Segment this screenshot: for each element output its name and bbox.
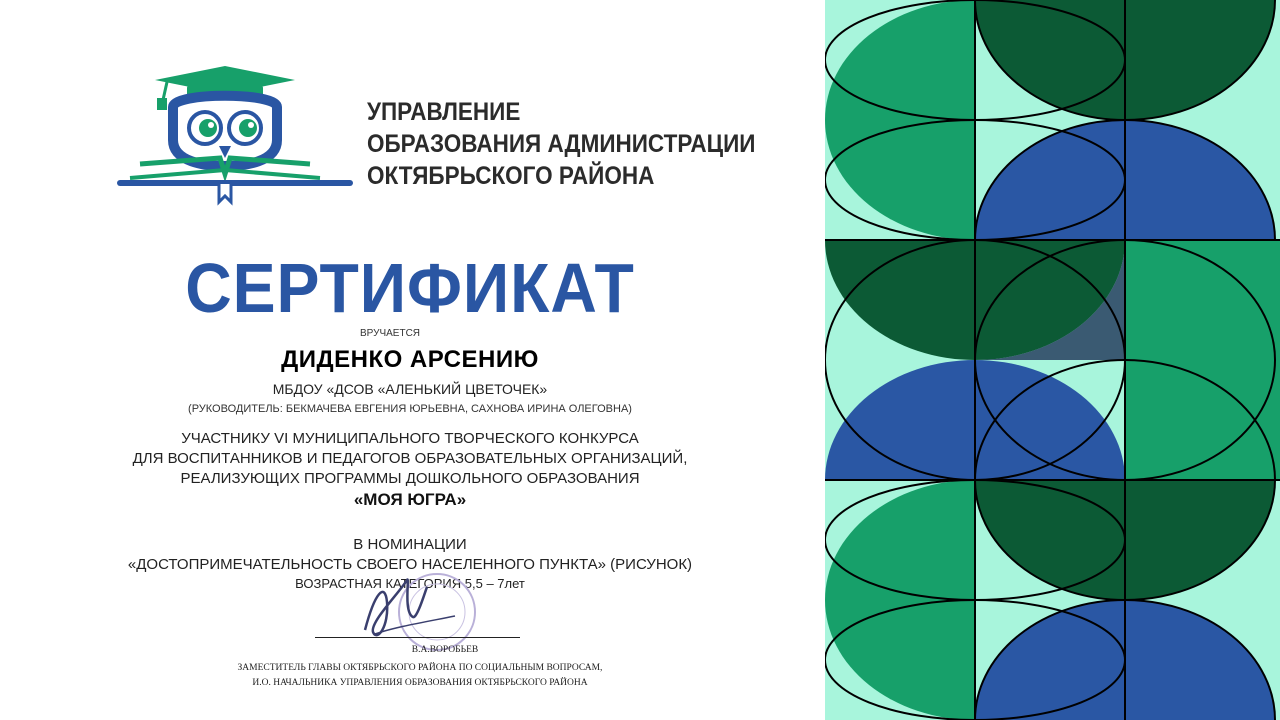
org-name-line3: ОКТЯБРЬСКОГО РАЙОНА xyxy=(367,162,655,190)
signatory-position-line1: ЗАМЕСТИТЕЛЬ ГЛАВЫ ОКТЯБРЬСКОГО РАЙОНА ПО СОЦИАЛЬНЫМ ВОПРОСАМ, xyxy=(237,663,603,673)
nomination-label: В НОМИНАЦИИ xyxy=(353,536,467,553)
signatory-position-line2: И.О. НАЧАЛЬНИКА УПРАВЛЕНИЯ ОБРАЗОВАНИЯ ОКТЯБРЬСКОГО РАЙОНА xyxy=(252,678,588,688)
age-category: ВОЗРАСТНАЯ КАТЕГОРИЯ 5,5 – 7лет xyxy=(295,576,525,591)
signature-line xyxy=(315,637,520,638)
geometric-pattern xyxy=(825,0,1280,720)
supervisors: (РУКОВОДИТЕЛЬ: БЕКМАЧЕВА ЕВГЕНИЯ ЮРЬЕВНА, САХНОВА ИРИНА ОЛЕГОВНА) xyxy=(188,403,632,415)
contest-name: «МОЯ ЮГРА» xyxy=(353,490,467,509)
awarded-label: ВРУЧАЕТСЯ xyxy=(359,328,421,339)
participant-line2: ДЛЯ ВОСПИТАННИКОВ И ПЕДАГОГОВ ОБРАЗОВАТЕЛЬНЫХ ОРГАНИЗАЦИЙ, xyxy=(132,450,688,467)
org-name-line1: УПРАВЛЕНИЕ xyxy=(367,98,521,126)
participant-line1: УЧАСТНИКУ VI МУНИЦИПАЛЬНОГО ТВОРЧЕСКОГО КОНКУРСА xyxy=(181,430,639,447)
recipient-name: ДИДЕНКО АРСЕНИЮ xyxy=(281,346,539,373)
owl-logo-icon xyxy=(115,62,355,207)
nomination: «ДОСТОПРИМЕЧАТЕЛЬНОСТЬ СВОЕГО НАСЕЛЕННОГО ПУНКТА» (РИСУНОК) xyxy=(127,556,693,573)
signatory-name: В.А.ВОРОБЬЕВ xyxy=(411,645,479,655)
institution: МБДОУ «ДСОВ «АЛЕНЬКИЙ ЦВЕТОЧЕК» xyxy=(272,381,548,397)
org-name-line2: ОБРАЗОВАНИЯ АДМИНИСТРАЦИИ xyxy=(367,130,756,158)
certificate-title: СЕРТИФИКАТ xyxy=(185,249,635,327)
participant-line3: РЕАЛИЗУЮЩИХ ПРОГРАММЫ ДОШКОЛЬНОГО ОБРАЗОВАНИЯ xyxy=(180,470,640,487)
